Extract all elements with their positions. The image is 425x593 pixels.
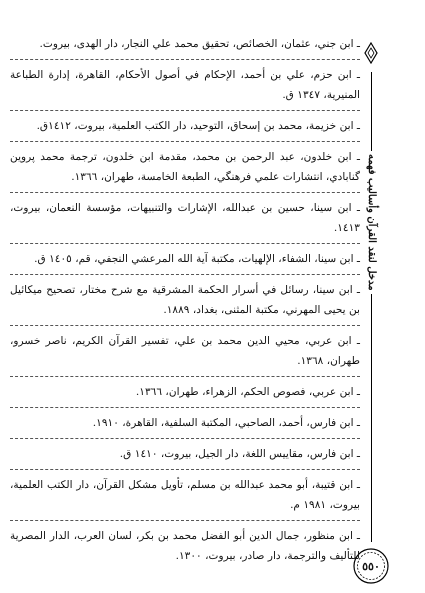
running-header-text: مدخل لنقد القرآن وأساليب فهمه bbox=[364, 151, 378, 294]
bibliography-entry: ـ ابن حزم، علي بن أحمد، الإحكام في أصول الأحكام، القاهرة، إدارة الطباعة المنيرية، ١٣٤٧ ق. bbox=[10, 65, 360, 111]
diamond-ornament-icon bbox=[364, 42, 378, 64]
bibliography-entry: ـ ابن خزيمة، محمد بن إسحاق، التوحيد، دار الكتب العلمية، بيروت، ١٤١٢ق. bbox=[10, 116, 360, 142]
bibliography-entry: ـ ابن فارس، أحمد، الصاحبي، المكتبة السلفية، القاهرة، ١٩١٠. bbox=[10, 413, 360, 439]
bibliography-list bbox=[10, 34, 360, 576]
bibliography-entry: ـ ابن جني، عثمان، الخصائص، تحقيق محمد علي النجار، دار الهدى، بيروت. bbox=[10, 34, 360, 60]
bibliography-entry: ـ ابن قتيبة، أبو محمد عبدالله بن مسلم، تأويل مشكل القرآن، دار الكتب العلمية، بيروت، ١٩٨١ م. bbox=[10, 475, 360, 521]
bibliography-entry: ـ ابن سينا، الشفاء، الإلهيات، مكتبة آية الله المرعشي النجفي، قم، ١٤٠٥ ق. bbox=[10, 249, 360, 275]
bibliography-entry: ـ ابن عربي، فصوص الحكم، الزهراء، طهران، ١٣٦٦. bbox=[10, 382, 360, 408]
bibliography-entry: ـ ابن منظور، جمال الدين أبو الفضل محمد بن بكر، لسان العرب، الدار المصرية للتأليف والترجمة، دار صادر، بيروت، ١٣٠٠. bbox=[10, 530, 360, 562]
bibliography-entry: ـ ابن خلدون، عبد الرحمن بن محمد، مقدمة ابن خلدون، ترجمة محمد پروين گنابادي، انتشارات علمي فرهنگي، الطبعة الخامسة، طهران، ١٣٦٦. bbox=[10, 147, 360, 193]
bibliography-entry: ـ ابن عربي، محيي الدين محمد بن علي، تفسير القرآن الكريم، ناصر خسرو، طهران، ١٣٦٨. bbox=[10, 331, 360, 377]
bibliography-entry: ـ ابن فارس، مقاييس اللغة، دار الجيل، بيروت، ١٤١٠ ق. bbox=[10, 444, 360, 470]
bibliography-entry: ـ ابن سينا، رسائل في أسرار الحكمة المشرقية مع شرح مختار، تصحيح ميكائيل بن يحيى المهرني، مكتبة المثنى، بغداد، ١٨٨٩. bbox=[10, 280, 360, 326]
margin-rule bbox=[371, 72, 372, 542]
running-header bbox=[364, 154, 378, 291]
page-number: ٥٥٠ bbox=[362, 559, 380, 573]
bibliography-entry: ـ ابن سينا، حسين بن عبدالله، الإشارات والتنبيهات، مؤسسة النعمان، بيروت، ١٤١٣. bbox=[10, 198, 360, 244]
